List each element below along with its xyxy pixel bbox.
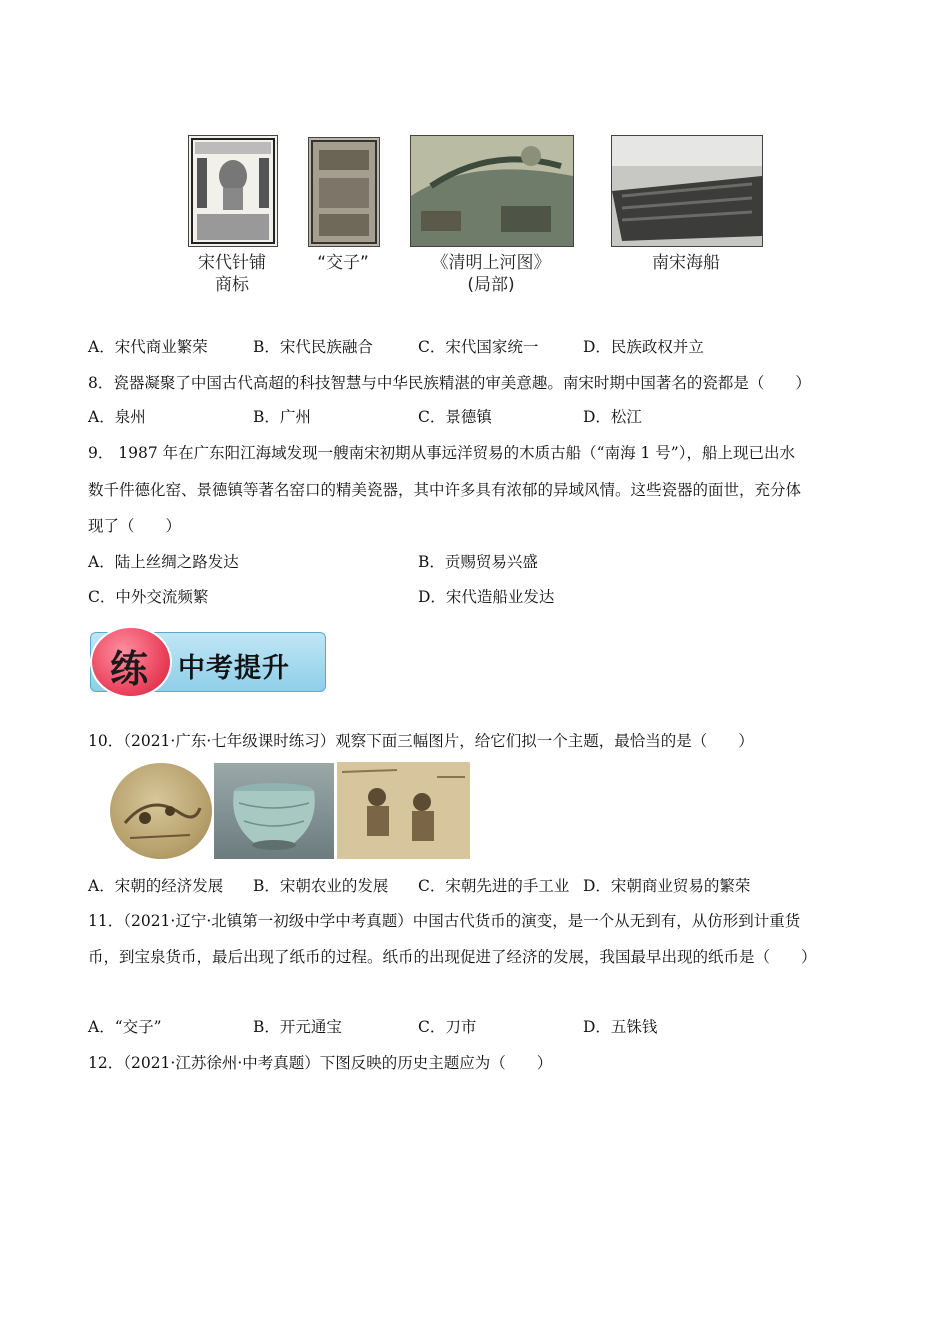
q9-option-a[interactable]: A．陆上丝绸之路发达 (88, 553, 239, 571)
q9-stem-line-3: 现了（ ） (88, 517, 182, 535)
q8-option-a[interactable]: A．泉州 (88, 408, 146, 426)
q11-option-a[interactable]: A．“交子” (88, 1018, 162, 1036)
q10-option-d[interactable]: D．宋朝商业贸易的繁荣 (583, 877, 751, 895)
q8-option-b[interactable]: B．广州 (253, 408, 311, 426)
q10-option-b[interactable]: B．宋朝农业的发展 (253, 877, 389, 895)
q7-option-d[interactable]: D．民族政权并立 (583, 338, 704, 356)
q10-figure-celadon-vessel (214, 763, 334, 859)
caption-southern-song-ship: 南宋海船 (652, 253, 720, 273)
caption-jiaozi: “交子” (317, 253, 369, 273)
q7-option-b[interactable]: B．宋代民族融合 (253, 338, 373, 356)
q10-figure-market-scene (337, 762, 470, 859)
q9-option-b[interactable]: B．贡赐贸易兴盛 (418, 553, 538, 571)
q11-stem-line-2: 币，到宝泉货币，最后出现了纸币的过程。纸币的出现促进了经济的发展，我国最早出现的纸币是（ ） (88, 948, 817, 966)
banner-badge-text: 练 (109, 647, 148, 691)
q10-stem: 10．（2021·广东·七年级课时练习）观察下面三幅图片，给它们拟一个主题，最恰当的是（ ） (88, 732, 754, 750)
q12-stem: 12．（2021·江苏徐州·中考真题）下图反映的历史主题应为（ ） (88, 1054, 553, 1072)
q9-option-d[interactable]: D．宋代造船业发达 (418, 588, 555, 606)
qingming-scroll-image (410, 135, 574, 247)
q8-option-d[interactable]: D．松江 (583, 408, 642, 426)
q7-option-c[interactable]: C．宋代国家统一 (418, 338, 539, 356)
q9-stem-line-2: 数千件德化窑、景德镇等著名窑口的精美瓷器，其中许多具有浓郁的异域风情。这些瓷器的面世，充分体 (88, 481, 802, 499)
q10-figure-painting-fan (110, 763, 212, 859)
jiaozi-note-image (308, 137, 380, 247)
section-banner (90, 630, 326, 692)
caption-qingming-scroll: 《清明上河图》 (局部) (431, 253, 551, 295)
q11-option-c[interactable]: C．刀市 (418, 1018, 477, 1036)
q10-option-a[interactable]: A．宋朝的经济发展 (88, 877, 224, 895)
q11-option-d[interactable]: D．五铢钱 (583, 1018, 658, 1036)
q9-option-c[interactable]: C．中外交流频繁 (88, 588, 209, 606)
q8-stem: 8．瓷器凝聚了中国古代高超的科技智慧与中华民族精湛的审美意趣。南宋时期中国著名的瓷都是（ ） (88, 374, 811, 392)
needle-shop-trademark-image (188, 135, 278, 247)
q9-stem-line-1: 9． 1987 年在广东阳江海域发现一艘南宋初期从事远洋贸易的木质古船（“南海 1 号”），船上现已出水 (88, 444, 795, 462)
caption-needle-shop-trademark: 宋代针铺 商标 (198, 253, 266, 295)
banner-title: 中考提升 (178, 653, 290, 684)
q8-option-c[interactable]: C．景德镇 (418, 408, 492, 426)
southern-song-ship-image (611, 135, 763, 247)
q11-stem-line-1: 11．（2021·辽宁·北镇第一初级中学中考真题）中国古代货币的演变，是一个从无到有，从仿形到计重货 (88, 912, 801, 930)
q11-option-b[interactable]: B．开元通宝 (253, 1018, 342, 1036)
q7-option-a[interactable]: A．宋代商业繁荣 (88, 338, 208, 356)
q10-option-c[interactable]: C．宋朝先进的手工业 (418, 877, 570, 895)
